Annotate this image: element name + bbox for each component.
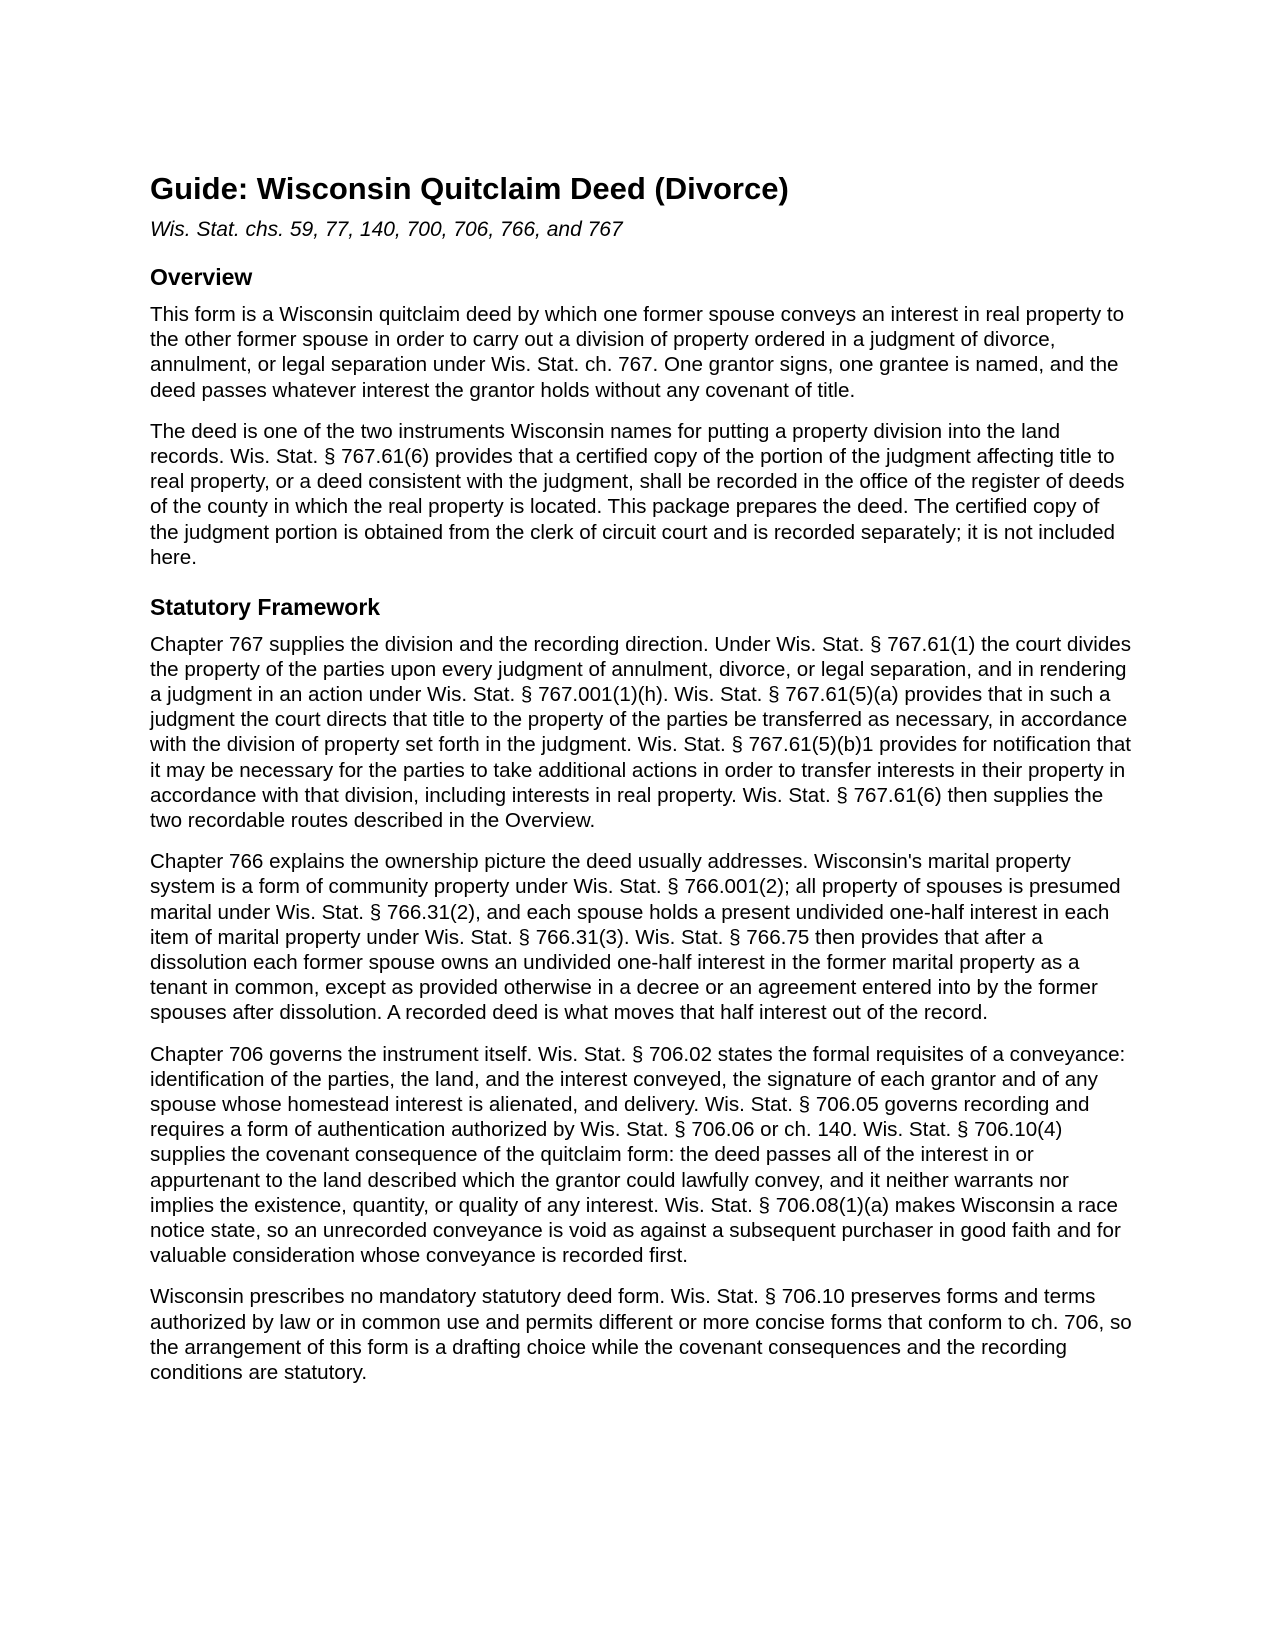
document-page [150,170,1132,1401]
paragraph: Chapter 767 supplies the division and the recording direction. Under Wis. Stat. § 767.61(1) the court divides the property of the parties upon every judgment of annulment, divorce, or legal separation, and in rendering a judgment in an action under Wis. Stat. § 767.001(1)(h). Wis. Stat. § 767.61(5)(a) provides that in such a judgment the court directs that title to the property of the parties be transferred as necessary, in accordance with the division of property set forth in the judgment. Wis. Stat. § 767.61(5)(b)1 provides for notification that it may be necessary for the parties to take additional actions in order to transfer interests in their property in accordance with that division, including interests in real property. Wis. Stat. § 767.61(6) then supplies the two recordable routes described in the Overview. [150,632,1132,833]
document-subtitle: Wis. Stat. chs. 59, 77, 140, 700, 706, 766, and 767 [150,218,623,242]
section-heading: Overview [150,264,253,291]
document-title: Guide: Wisconsin Quitclaim Deed (Divorce) [150,171,789,206]
section-overview [150,264,1132,570]
section-statutory-framework [150,594,1132,1385]
paragraph: Chapter 706 governs the instrument itself. Wis. Stat. § 706.02 states the formal requisites of a conveyance: identification of the parties, the land, and the interest conveyed, the signature of each grantor and of any spouse whose homestead interest is alienated, and delivery. Wis. Stat. § 706.05 governs recording and requires a form of authentication authorized by Wis. Stat. § 706.06 or ch. 140. Wis. Stat. § 706.10(4) supplies the covenant consequence of the quitclaim form: the deed passes all of the interest in or appurtenant to the land described which the grantor could lawfully convey, and it neither warrants nor implies the existence, quantity, or quality of any interest. Wis. Stat. § 706.08(1)(a) makes Wisconsin a race notice state, so an unrecorded conveyance is void as against a subsequent purchaser in good faith and for valuable consideration whose conveyance is recorded first. [150,1042,1126,1268]
paragraph: Chapter 766 explains the ownership picture the deed usually addresses. Wisconsin's marital property system is a form of community property under Wis. Stat. § 766.001(2); all property of spouses is presumed marital under Wis. Stat. § 766.31(2), and each spouse holds a present undivided one-half interest in each item of marital property under Wis. Stat. § 766.31(3). Wis. Stat. § 766.75 then provides that after a dissolution each former spouse owns an undivided one-half interest in the former marital property as a tenant in common, except as provided otherwise in a decree or an agreement entered into by the former spouses after dissolution. A recorded deed is what moves that half interest out of the record. [150,850,1121,1025]
paragraph: The deed is one of the two instruments Wisconsin names for putting a property division into the land records. Wis. Stat. § 767.61(6) provides that a certified copy of the portion of the judgment affecting title to real property, or a deed consistent with the judgment, shall be recorded in the office of the register of deeds of the county in which the real property is located. This package prepares the deed. The certified copy of the judgment portion is obtained from the clerk of circuit court and is recorded separately; it is not included here. [150,419,1125,569]
paragraph: This form is a Wisconsin quitclaim deed by which one former spouse conveys an interest in real property to the other former spouse in order to carry out a division of property ordered in a judgment of divorce, annulment, or legal separation under Wis. Stat. ch. 767. One grantor signs, one grantee is named, and the deed passes whatever interest the grantor holds without any covenant of title. [150,302,1125,402]
paragraph: Wisconsin prescribes no mandatory statutory deed form. Wis. Stat. § 706.10 preserves forms and terms authorized by law or in common use and permits different or more concise forms that conform to ch. 706, so the arrangement of this form is a drafting choice while the covenant consequences and the recording conditions are statutory. [150,1285,1132,1385]
section-heading: Statutory Framework [150,594,381,620]
